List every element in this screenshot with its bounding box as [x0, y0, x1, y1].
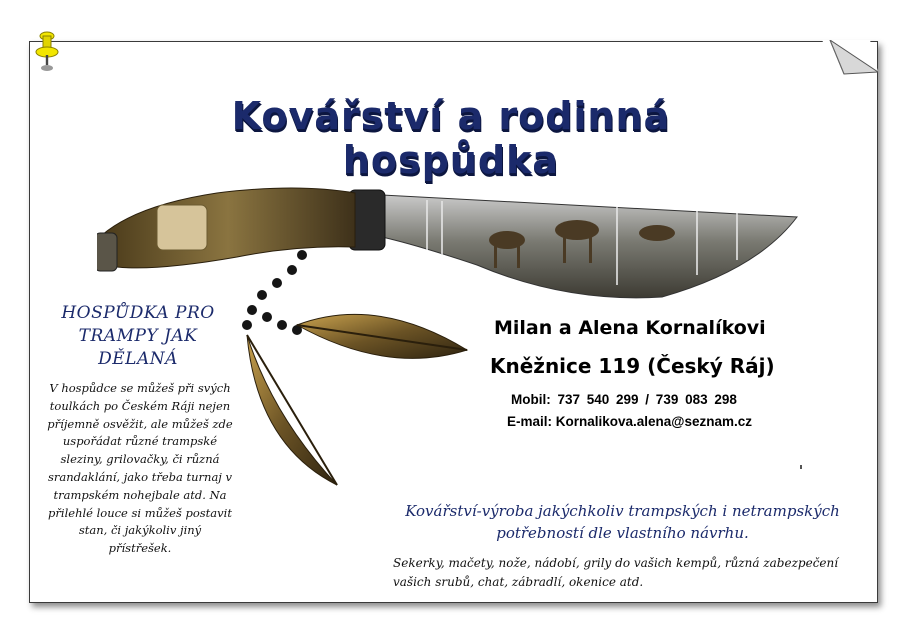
mobile-phone: Mobil: 737 540 299 / 739 083 298 [511, 392, 737, 407]
page-title: Kovářství a rodinná hospůdka [231, 94, 671, 182]
pushpin-icon [33, 30, 61, 74]
pub-description: V hospůdce se můžeš při svých toulkách po Českém Ráji nejen příjemně osvěžit, ale můžeš zde uspořádat různé trampské sleziny, grilovačky, či různá srandaklání, jako třeba turnaj v trampském nohejbale atd. Na přilehlé louce si můžeš postavit stan, či jakýkoliv jiný přístřešek. [47, 381, 233, 556]
pub-heading: HOSPŮDKA PRO TRAMPY JAK DĚLANÁ [61, 303, 215, 369]
page-curl-icon [822, 40, 878, 80]
smithy-description: Sekerky, mačety, nože, nádobí, grily do vašich kempů, různá zabezpečení vašich srubů, chat, zábradlí, okenice atd. [393, 556, 839, 589]
owner-names: Milan a Alena Kornalíkovi [494, 317, 766, 339]
decorative-mark [800, 465, 802, 469]
email-address: E-mail: Kornalikova.alena@seznam.cz [507, 414, 753, 429]
address: Kněžnice 119 (Český Ráj) [490, 354, 775, 378]
smithy-heading: Kovářství-výroba jakýchkoliv trampských i netrampských potřebností dle vlastního návrhu. [405, 502, 840, 542]
